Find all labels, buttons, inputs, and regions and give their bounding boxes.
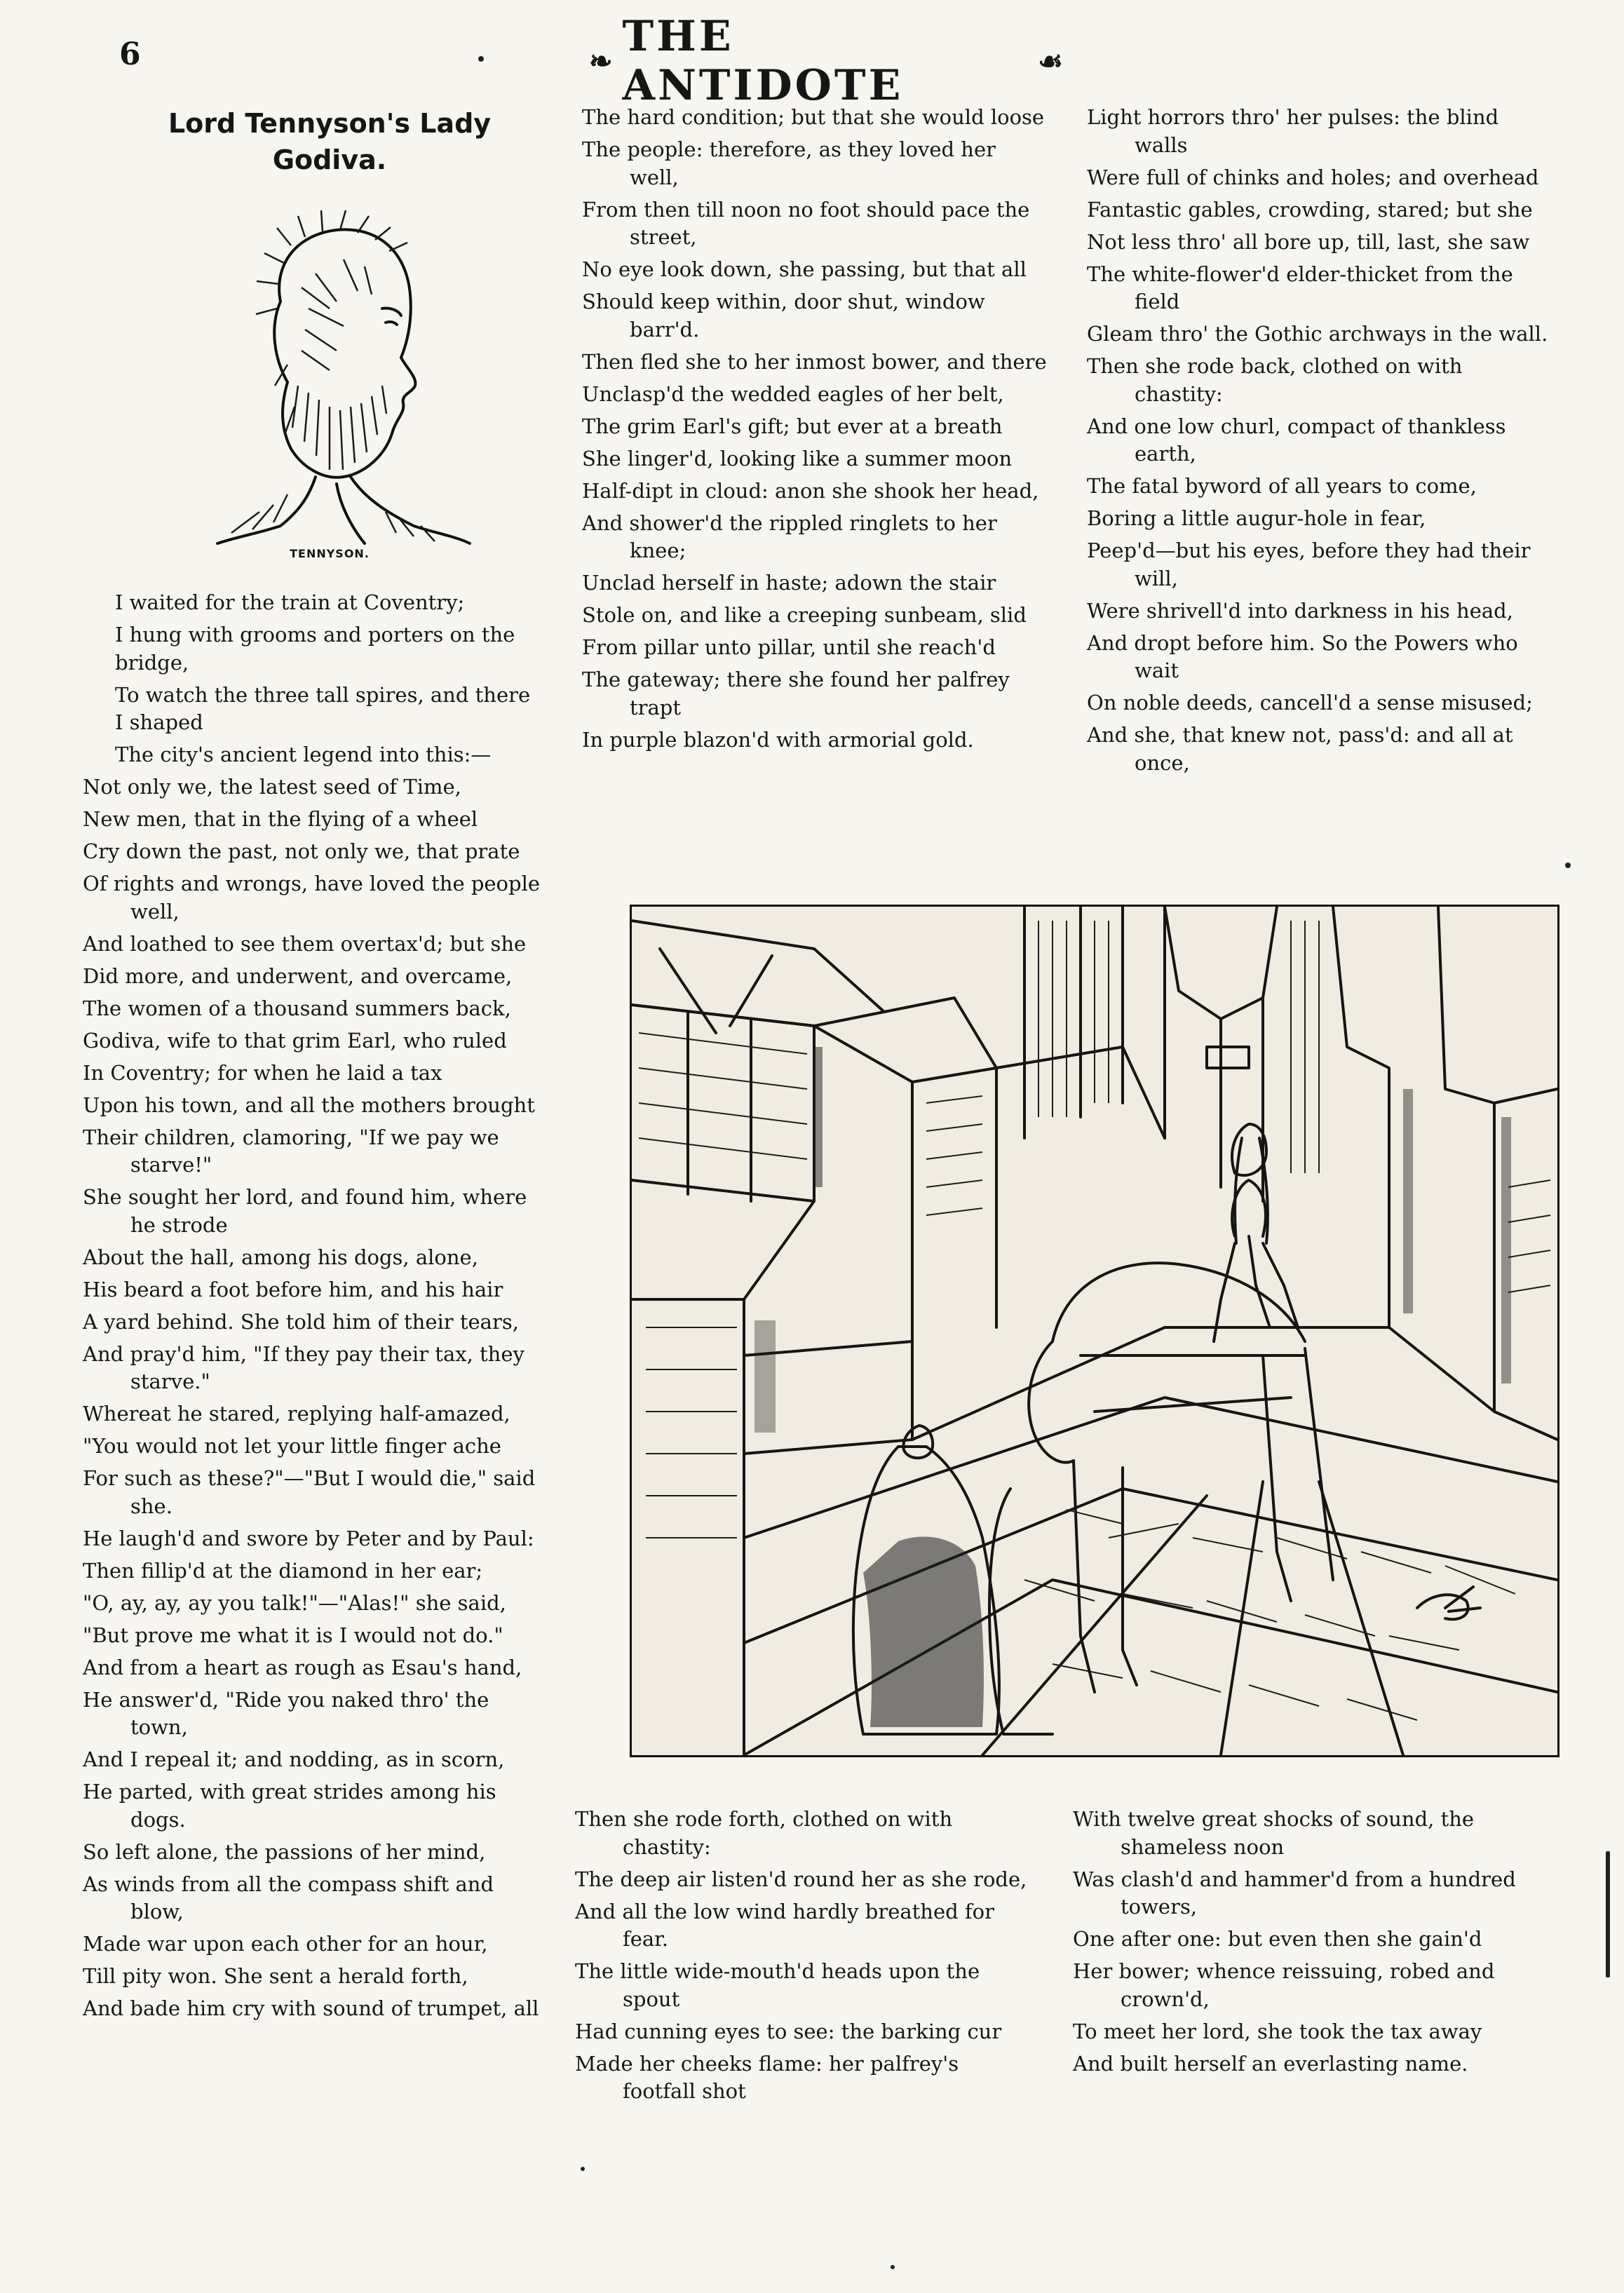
poem-line: And all the low wind hardly breathed for fear.: [575, 1899, 994, 1951]
poem-line: And pray'd him, "If they pay their tax, they starve.": [83, 1341, 525, 1393]
print-speck: [1606, 1851, 1610, 1977]
poem-line: The fatal byword of all years to come,: [1087, 474, 1477, 498]
poem-line: To watch the three tall spires, and there I shaped: [115, 682, 531, 734]
poem-line: She sought her lord, and found him, where he strode: [83, 1185, 527, 1237]
poem-line: Her bower; whence reissuing, robed and crown'd,: [1073, 1959, 1495, 2011]
poem-line: About the hall, among his dogs, alone,: [83, 1245, 478, 1269]
poem-line: And she, that knew not, pass'd: and all at once,: [1087, 723, 1513, 775]
poem-line: As winds from all the compass shift and blow,: [83, 1872, 494, 1923]
poem-line: He answer'd, "Ride you naked thro' the town,: [83, 1687, 489, 1739]
poem-line: "You would not let your little finger ache: [83, 1434, 501, 1458]
poem-line: Then fillip'd at the diamond in her ear;: [83, 1558, 483, 1583]
poem-line: The deep air listen'd round her as she rode,: [575, 1867, 1027, 1891]
column-5: [1073, 1806, 1557, 2083]
poem-line: "O, ay, ay, ay you talk!"—"Alas!" she said,: [83, 1590, 506, 1615]
godiva-engraving: [630, 905, 1559, 1757]
poem-line: The little wide-mouth'd heads upon the spout: [575, 1959, 980, 2011]
poem-line: Boring a little augur-hole in fear,: [1087, 506, 1426, 530]
poem-line: Godiva, wife to that grim Earl, who ruled: [83, 1028, 507, 1053]
poem-line: Of rights and wrongs, have loved the people well,: [83, 872, 541, 924]
poem-line: His beard a foot before him, and his hair: [83, 1277, 503, 1301]
poem-line: For such as these?"—"But I would die," said she.: [83, 1466, 536, 1518]
poem-line: And one low churl, compact of thankless earth,: [1087, 414, 1506, 466]
poem-line: Half-dipt in cloud: anon she shook her head,: [582, 478, 1039, 503]
poem-line: And dropt before him. So the Powers who wait: [1087, 630, 1518, 682]
poem-line: Not only we, the latest seed of Time,: [83, 775, 461, 799]
poem-line: Upon his town, and all the mothers brought: [83, 1093, 535, 1117]
column-4: [575, 1806, 1038, 2110]
poem-line: With twelve great shocks of sound, the shameless noon: [1073, 1807, 1475, 1859]
article-title-line-1: Lord Tennyson's Lady: [168, 108, 492, 139]
poem-line: The city's ancient legend into this:—: [115, 743, 492, 766]
poem-line: Peep'd—but his eyes, before they had their will,: [1087, 539, 1531, 590]
poem-line: From then till noon no foot should pace the street,: [582, 197, 1030, 249]
poem-line: I hung with grooms and porters on the bridge,: [115, 623, 515, 675]
poem-line: And shower'd the rippled ringlets to her knee;: [582, 510, 997, 562]
poem-line: In Coventry; for when he laid a tax: [83, 1060, 442, 1085]
portrait-caption: TENNYSON.: [290, 547, 370, 560]
poem-line: No eye look down, she passing, but that all: [582, 257, 1027, 281]
page-number: 6: [119, 36, 141, 72]
poem-line: One after one: but even then she gain'd: [1073, 1927, 1482, 1951]
poem-line: I waited for the train at Coventry;: [115, 590, 465, 614]
poem-line: Whereat he stared, replying half-amazed,: [83, 1402, 510, 1426]
column-1: [83, 589, 542, 2027]
poem-line: Then she rode back, clothed on with chastity:: [1087, 354, 1463, 406]
poem-line: And from a heart as rough as Esau's hand,: [83, 1655, 522, 1679]
poem-line: A yard behind. She told him of their tears,: [83, 1309, 519, 1334]
poem-line: Were shrivell'd into darkness in his head,: [1087, 598, 1513, 623]
masthead-title: THE ANTIDOTE: [622, 12, 904, 110]
poem-line: He laugh'd and swore by Peter and by Paul:: [83, 1526, 534, 1550]
article-title: [133, 105, 526, 178]
poem-line: Made war upon each other for an hour,: [83, 1932, 488, 1956]
poem-line: Gleam thro' the Gothic archways in the wall.: [1087, 322, 1548, 346]
poem-line: Unclasp'd the wedded eagles of her belt,: [582, 381, 1004, 406]
poem-line: Their children, clamoring, "If we pay we starve!": [83, 1125, 499, 1177]
poem-line: Did more, and underwent, and overcame,: [83, 963, 513, 988]
poem-line: Had cunning eyes to see: the barking cur: [575, 2019, 1002, 2043]
column-2: [582, 104, 1048, 759]
poem-line: The people: therefore, as they loved her well,: [582, 137, 996, 189]
print-speck: [581, 2167, 585, 2171]
tennyson-portrait: [175, 196, 484, 547]
poem-line: And bade him cry with sound of trumpet, all: [83, 1996, 539, 2020]
poem-line: Was clash'd and hammer'd from a hundred towers,: [1073, 1867, 1516, 1919]
poem-line: Made her cheeks flame: her palfrey's footfall shot: [575, 2051, 959, 2103]
poem-line: On noble deeds, cancell'd a sense misused;: [1087, 691, 1533, 715]
column-3: [1087, 104, 1553, 782]
poem-line: The white-flower'd elder-thicket from the field: [1087, 262, 1513, 313]
poem-line: Not less thro' all bore up, till, last, she saw: [1087, 229, 1530, 254]
poem-line: Cry down the past, not only we, that prate: [83, 839, 520, 863]
poem-line: The women of a thousand summers back,: [83, 996, 511, 1020]
poem-line: New men, that in the flying of a wheel: [83, 807, 478, 831]
poem-line: Light horrors thro' her pulses: the blind walls: [1087, 105, 1499, 157]
poem-line: To meet her lord, she took the tax away: [1073, 2019, 1482, 2043]
poem-line: "But prove me what it is I would not do.": [83, 1623, 503, 1647]
poem-line: And built herself an everlasting name.: [1073, 2051, 1468, 2076]
poem-line: Till pity won. She sent a herald forth,: [83, 1964, 468, 1988]
poem-line: Should keep within, door shut, window barr'd.: [582, 290, 985, 341]
poem-line: Were full of chinks and holes; and overhead: [1087, 165, 1539, 189]
print-speck: [1565, 863, 1571, 868]
poem-line: Unclad herself in haste; adown the stair: [582, 571, 996, 595]
poem-line: The hard condition; but that she would loose: [582, 105, 1045, 129]
poem-line: From pillar unto pillar, until she reach'd: [582, 635, 996, 659]
article-title-line-2: Godiva.: [272, 144, 387, 175]
poem-line: In purple blazon'd with armorial gold.: [582, 727, 974, 752]
masthead: [582, 12, 1073, 110]
poem-line: And loathed to see them overtax'd; but she: [83, 931, 527, 956]
poem-line: The gateway; there she found her palfrey trapt: [582, 668, 1010, 719]
engraving-drawing: [632, 907, 1557, 1755]
poem-line: Fantastic gables, crowding, stared; but she: [1087, 197, 1533, 222]
poem-line: And I repeal it; and nodding, as in scorn,: [83, 1747, 505, 1771]
poem-line: She linger'd, looking like a summer moon: [582, 446, 1013, 471]
poem-line: He parted, with great strides among his dogs.: [83, 1780, 496, 1832]
ornament-right-icon: ☙: [1038, 44, 1066, 78]
poem-line: Then she rode forth, clothed on with chastity:: [575, 1807, 953, 1859]
poem-line: Then fled she to her inmost bower, and there: [582, 349, 1047, 374]
poem-line: The grim Earl's gift; but ever at a breath: [582, 414, 1003, 438]
print-speck: [891, 2265, 895, 2269]
ornament-left-icon: ❧: [589, 44, 616, 78]
poem-line: Stole on, and like a creeping sunbeam, slid: [582, 603, 1027, 627]
poem-line: So left alone, the passions of her mind,: [83, 1839, 486, 1864]
print-speck: [478, 56, 484, 62]
